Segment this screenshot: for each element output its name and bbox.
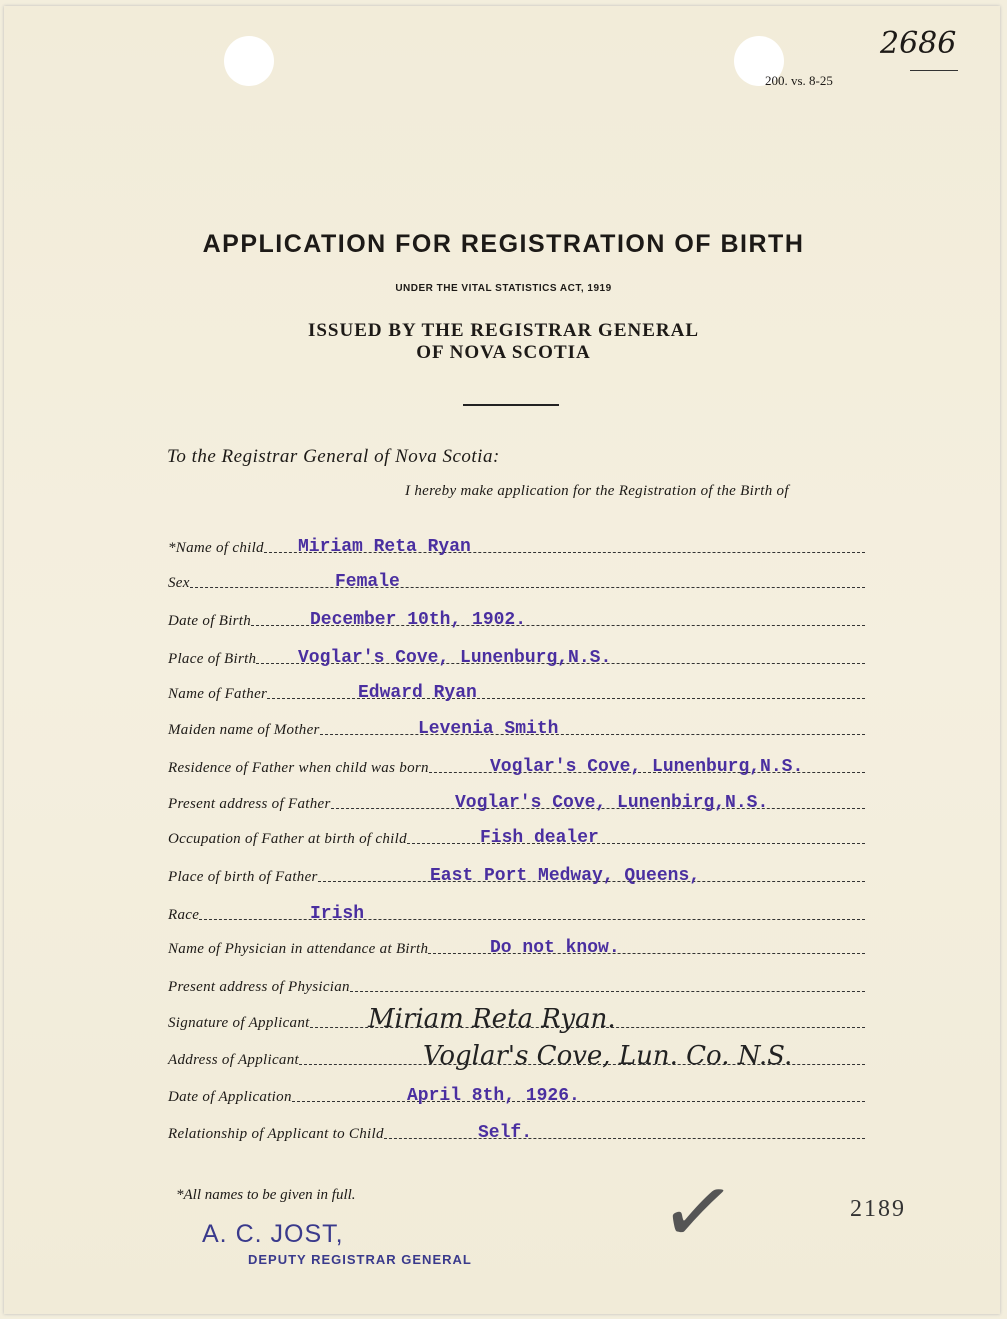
intro-text: I hereby make application for the Registration of the Birth of	[405, 483, 789, 499]
field-value: Do not know.	[490, 938, 620, 958]
field-value: East Port Medway, Queens,	[430, 866, 701, 886]
issuer-line-2: OF NOVA SCOTIA	[416, 342, 591, 363]
form-row	[168, 646, 865, 668]
document-title: APPLICATION FOR REGISTRATION OF BIRTH	[202, 230, 805, 258]
divider	[463, 404, 559, 406]
issuer	[0, 320, 1007, 364]
field-label: Race	[168, 907, 200, 923]
field-label: Name of Father	[168, 686, 268, 702]
footnote: *All names to be given in full.	[176, 1187, 356, 1203]
field-value: April 8th, 1926.	[407, 1086, 580, 1106]
check-mark-icon: ✓	[653, 1159, 742, 1268]
field-label: Place of birth of Father	[168, 869, 318, 885]
field-value: Levenia Smith	[418, 719, 559, 739]
form-row	[168, 717, 865, 739]
form-row	[168, 1041, 865, 1071]
field-label: Sex	[168, 575, 190, 591]
underline	[910, 70, 958, 71]
form-row	[168, 681, 865, 703]
field-label: Relationship of Applicant to Child	[168, 1126, 384, 1142]
field-label: Signature of Applicant	[168, 1015, 310, 1031]
document-subtitle: UNDER THE VITAL STATISTICS ACT, 1919	[395, 283, 612, 294]
dotted-line	[190, 586, 865, 588]
dotted-line	[407, 842, 865, 844]
field-label: Address of Applicant	[168, 1052, 299, 1068]
field-label: *Name of child	[168, 540, 264, 556]
field-label: Name of Physician in attendance at Birth	[168, 941, 429, 957]
field-value: Edward Ryan	[358, 683, 477, 703]
field-value: Voglar's Cove, Lun. Co. N.S.	[423, 1041, 793, 1071]
field-value: Fish dealer	[480, 828, 599, 848]
official-name: A. C. JOST,	[202, 1220, 344, 1248]
form-row	[168, 608, 865, 630]
field-label: Residence of Father when child was born	[168, 760, 429, 776]
form-row	[168, 535, 865, 557]
dotted-line	[320, 733, 865, 735]
form-code: 200. vs. 8-25	[765, 73, 833, 88]
form-row	[168, 1121, 865, 1143]
field-label: Place of Birth	[168, 651, 257, 667]
field-label: Occupation of Father at birth of child	[168, 831, 407, 847]
form-row	[168, 1084, 865, 1106]
form-row	[168, 755, 865, 777]
form-row	[168, 902, 865, 924]
field-value: December 10th, 1902.	[310, 610, 527, 630]
field-value: Self.	[478, 1123, 533, 1143]
dotted-line	[350, 990, 865, 992]
issuer-line-1: ISSUED BY THE REGISTRAR GENERAL	[307, 320, 700, 341]
form-row	[168, 974, 865, 996]
official-title: DEPUTY REGISTRAR GENERAL	[248, 1252, 472, 1267]
field-value: Miriam Reta Ryan.	[368, 1004, 616, 1034]
punch-hole	[224, 36, 274, 86]
form-row	[168, 936, 865, 958]
stamp-number: 2189	[850, 1196, 906, 1222]
field-value: Miriam Reta Ryan	[298, 537, 471, 557]
form-row	[168, 791, 865, 813]
field-label: Present address of Physician	[168, 979, 350, 995]
handwritten-number: 2686	[880, 26, 957, 61]
field-value: Voglar's Cove, Lunenbirg,N.S.	[455, 793, 769, 813]
field-value: Voglar's Cove, Lunenburg,N.S.	[298, 648, 612, 668]
dotted-line	[199, 918, 865, 920]
field-label: Date of Birth	[168, 613, 252, 629]
form-row	[168, 570, 865, 592]
form-row	[168, 864, 865, 886]
form-row	[168, 826, 865, 848]
field-value: Voglar's Cove, Lunenburg,N.S.	[490, 757, 804, 777]
dotted-line	[267, 697, 865, 699]
field-value: Female	[335, 572, 400, 592]
field-label: Present address of Father	[168, 796, 331, 812]
field-label: Maiden name of Mother	[168, 722, 320, 738]
field-label: Date of Application	[168, 1089, 292, 1105]
dotted-line	[384, 1137, 865, 1139]
salutation: To the Registrar General of Nova Scotia:	[167, 446, 500, 467]
field-value: Irish	[310, 904, 365, 924]
form-row	[168, 1004, 865, 1034]
